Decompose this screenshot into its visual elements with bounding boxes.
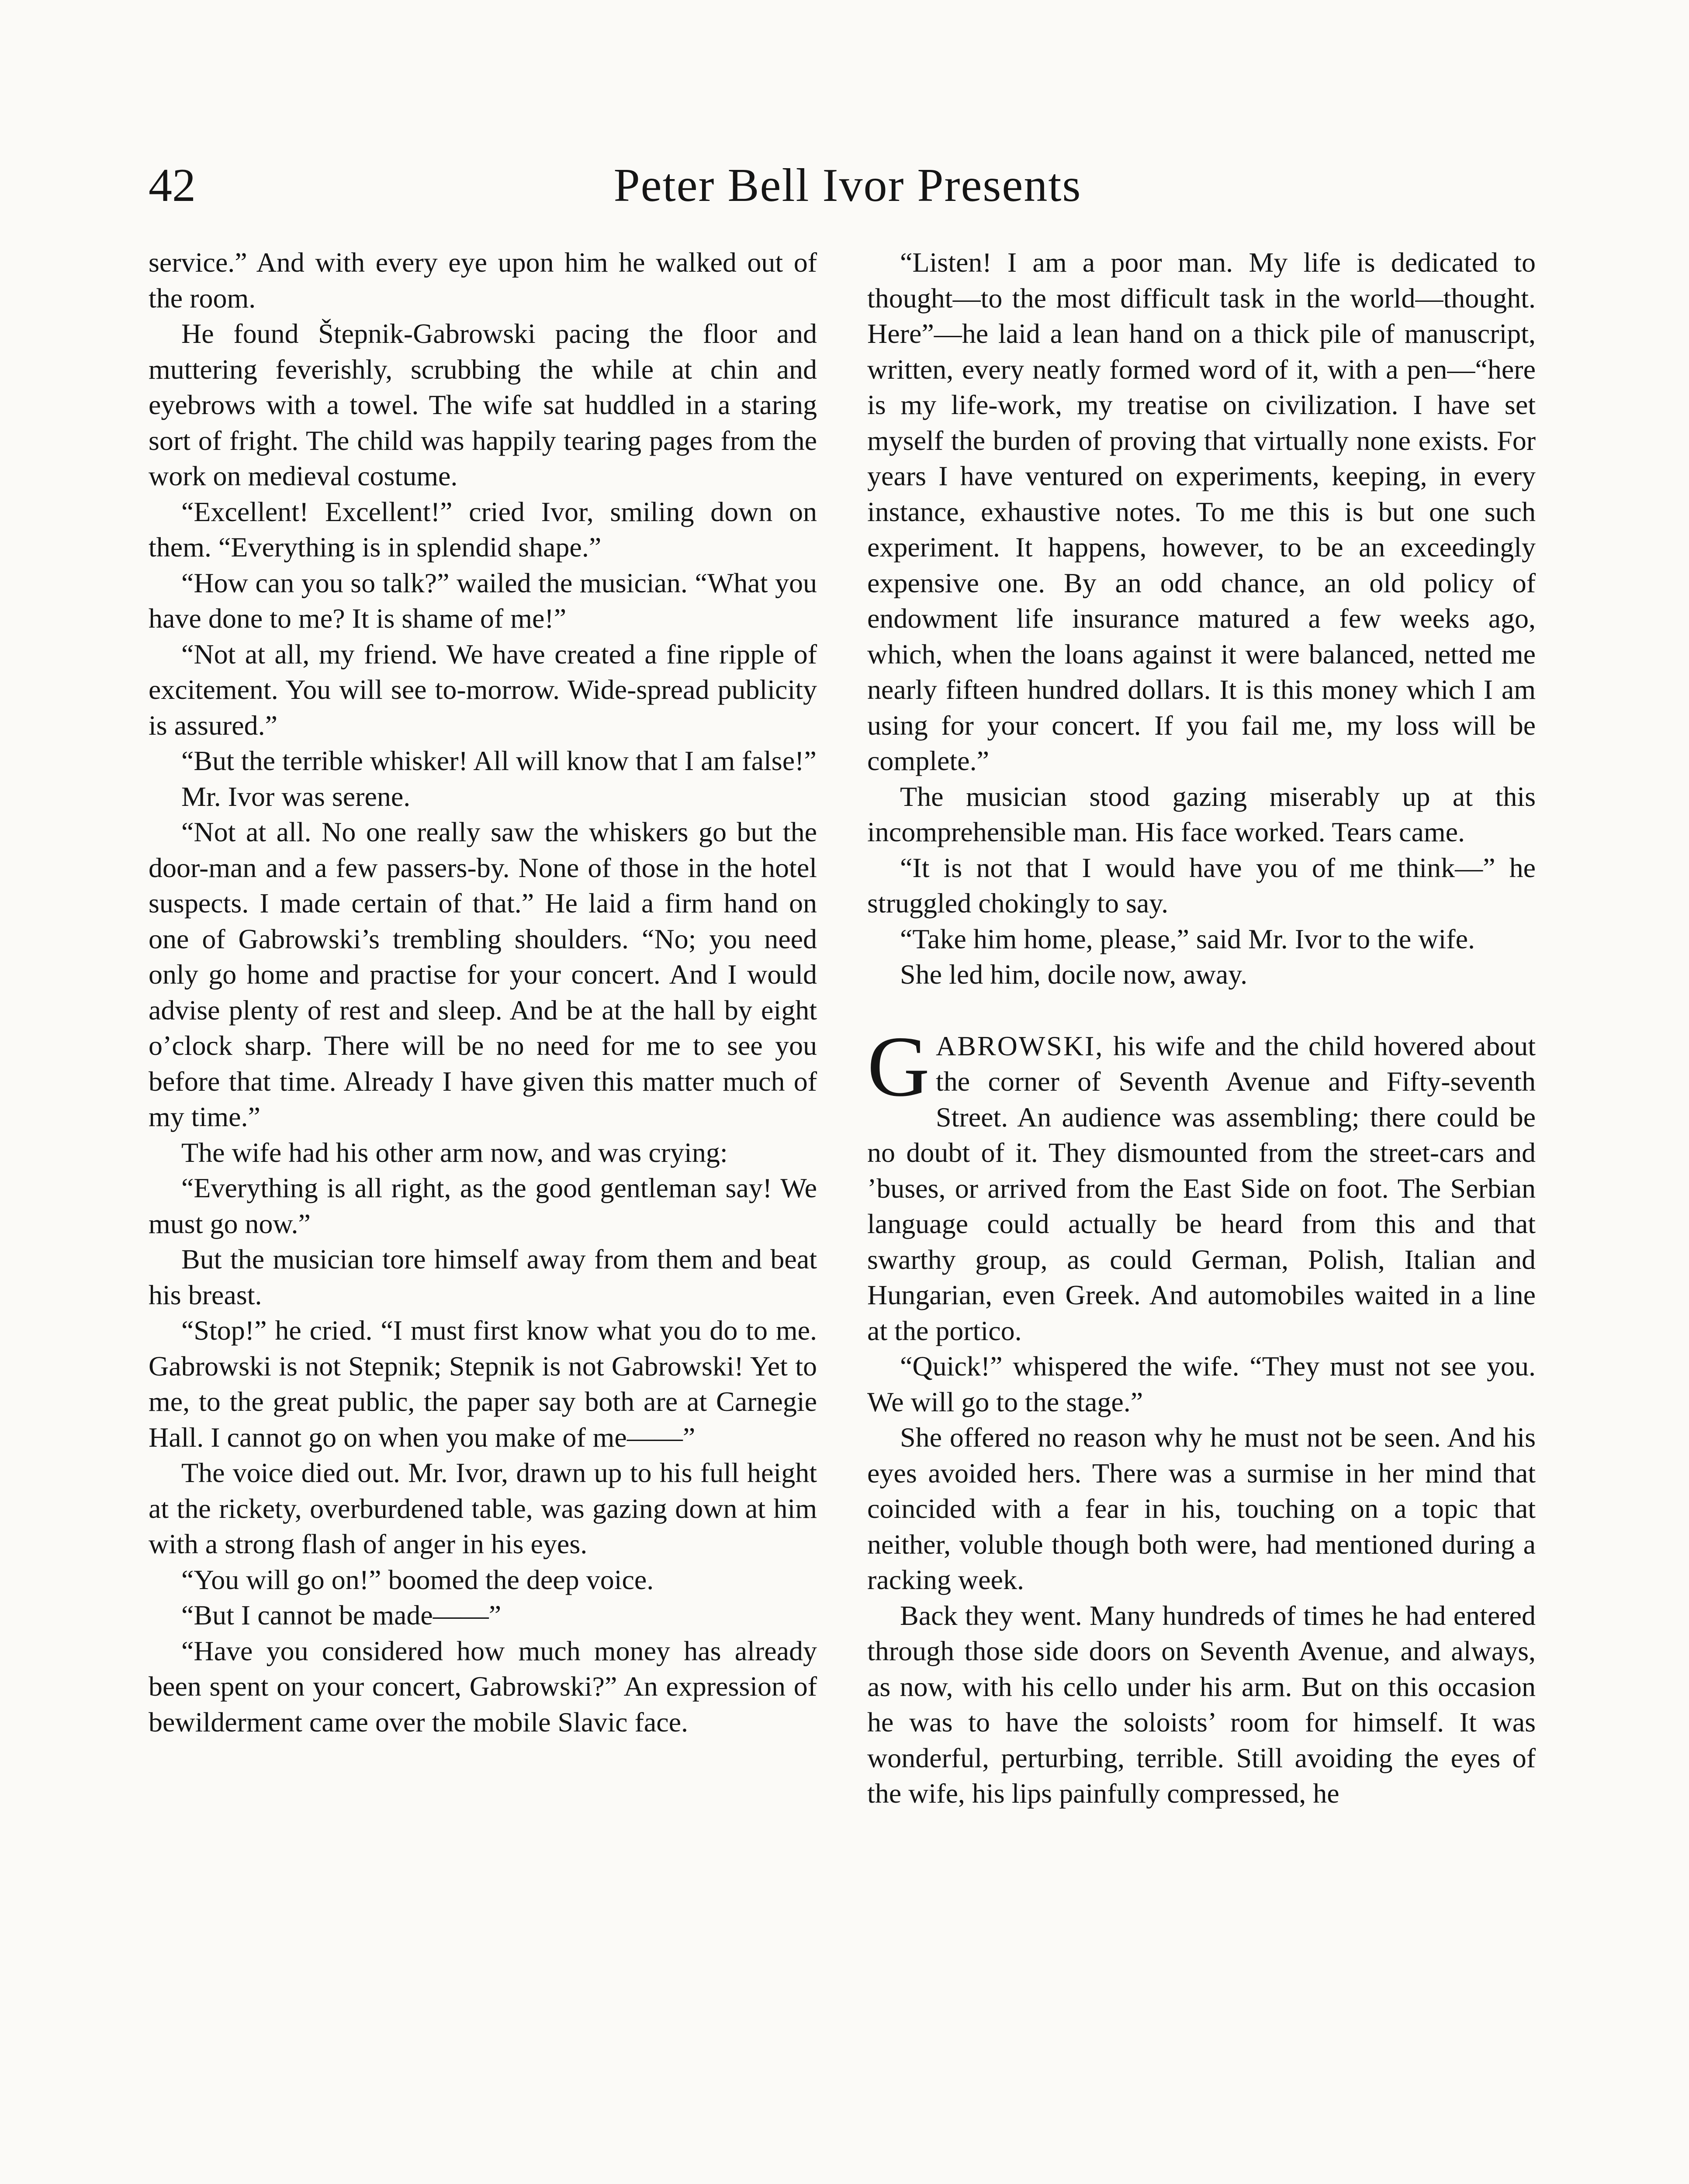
paragraph: “Quick!” whispered the wife. “They must not see you. We will go to the stage.” [867,1351,1536,1417]
paragraph: “Excellent! Excellent!” cried Ivor, smiling down on them. “Everything is in splendid shape.” [149,496,817,563]
paragraph: “You will go on!” boomed the deep voice. [181,1564,654,1595]
paragraph: Mr. Ivor was serene. [181,781,411,812]
paragraph: She led him, docile now, away. [900,959,1248,990]
paragraph: “Not at all. No one really saw the whiskers go but the door-man and a few passers-by. None of those in the hotel suspects. I made certain of that.” He laid a firm hand on one of Gabrowski’s trembling shoulders. “No; you need only go home and practise for your concert. And I would advise plenty of rest and sleep. And be at the hall by eight o’clock sharp. There will be no need for me to see you before that time. Already I have given this matter much of my time.” [149,816,817,1132]
section-lead-word: ABROWSKI, [936,1030,1104,1061]
paragraph: But the musician tore himself away from them and beat his breast. [149,1244,817,1310]
paragraph: The musician stood gazing miserably up at this incomprehensible man. His face worked. Tears came. [867,781,1536,847]
paragraph: “Have you considered how much money has already been spent on your concert, Gabrowski?” An expression of bewilderment came over the mobile Slavic face. [149,1635,817,1738]
paragraph: “But the terrible whisker! All will know that I am false!” [181,745,817,776]
paragraph: “Stop!” he cried. “I must first know what you do to me. Gabrowski is not Stepnik; Stepnik is not Gabrowski! Yet to me, to the great public, the paper say both are at Carnegie Hall. I cannot go on when you make of me——” [149,1315,817,1453]
paragraph: The voice died out. Mr. Ivor, drawn up to his full height at the rickety, overburdened table, was gazing down at him with a strong flash of anger in his eyes. [149,1457,817,1559]
left-column [149,245,817,1740]
paragraph: “How can you so talk?” wailed the musician. “What you have done to me? It is shame of me!” [149,567,817,634]
right-column [867,245,1536,1811]
paragraph: The wife had his other arm now, and was crying: [181,1137,728,1168]
paragraph: “Take him home, please,” said Mr. Ivor to the wife. [900,923,1475,954]
paragraph: “Listen! I am a poor man. My life is dedicated to thought—to the most difficult task in the world—thought. Here”—he laid a lean hand on a thick pile of manuscript, written, every neatly formed word of it, with a pen—“here is my life-work, my treatise on civilization. I have set myself the burden of proving that virtually none exists. For years I have ventured on experiments, keeping, in every instance, exhaustive notes. To me this is but one such experiment. It happens, however, to be an exceedingly expensive one. By an odd chance, an old policy of endowment life insurance matured a few weeks ago, which, when the loans against it were balanced, netted me nearly fifteen hundred dollars. It is this money which I am using for your concert. If you fail me, my loss will be complete.” [867,247,1536,776]
paragraph: He found Štepnik-Gabrowski pacing the floor and muttering feverishly, scrubbing the while at chin and eyebrows with a towel. The wife sat huddled in a staring sort of fright. The child was happily tearing pages from the work on medieval costume. [149,318,817,491]
page-number: 42 [149,159,196,211]
paragraph: “It is not that I would have you of me think—” he struggled chokingly to say. [867,852,1536,919]
paragraph: “Everything is all right, as the good gentleman say! We must go now.” [149,1172,817,1239]
page-header [149,155,1547,216]
paragraph: “Not at all, my friend. We have created a fine ripple of excitement. You will see to-morrow. Wide-spread publicity is assured.” [149,638,817,741]
running-title: Peter Bell Ivor Presents [613,159,1082,211]
paragraph: Back they went. Many hundreds of times he had entered through those side doors on Seventh Avenue, and always, as now, with his cello under his arm. But on this occasion he was to have the soloists’ room for himself. It was wonderful, perturbing, terrible. Still avoiding the eyes of the wife, his lips painfully compressed, he [867,1600,1536,1809]
paragraph: “But I cannot be made——” [181,1600,502,1631]
drop-cap: G [867,1018,930,1114]
paragraph: service.” And with every eye upon him he walked out of the room. [149,247,817,314]
section-opening-paragraph [867,1018,1536,1349]
paragraph: She offered no reason why he must not be seen. And his eyes avoided hers. There was a surmise in her mind that coincided with a fear in his, touching on a topic that neither, voluble though both were, had mentioned during a racking week. [867,1422,1536,1595]
section-opening-text: his wife and the child hovered about the corner of Seventh Avenue and Fifty-seventh Street. An audience was assembling; there could be no doubt of it. They dismounted from the street-cars and ’buses, or arrived from the East Side on foot. The Serbian language could actually be heard from this and that swarthy group, as could German, Polish, Italian and Hungarian, even Greek. And automobiles waited in a line at the portico. [867,1030,1536,1346]
